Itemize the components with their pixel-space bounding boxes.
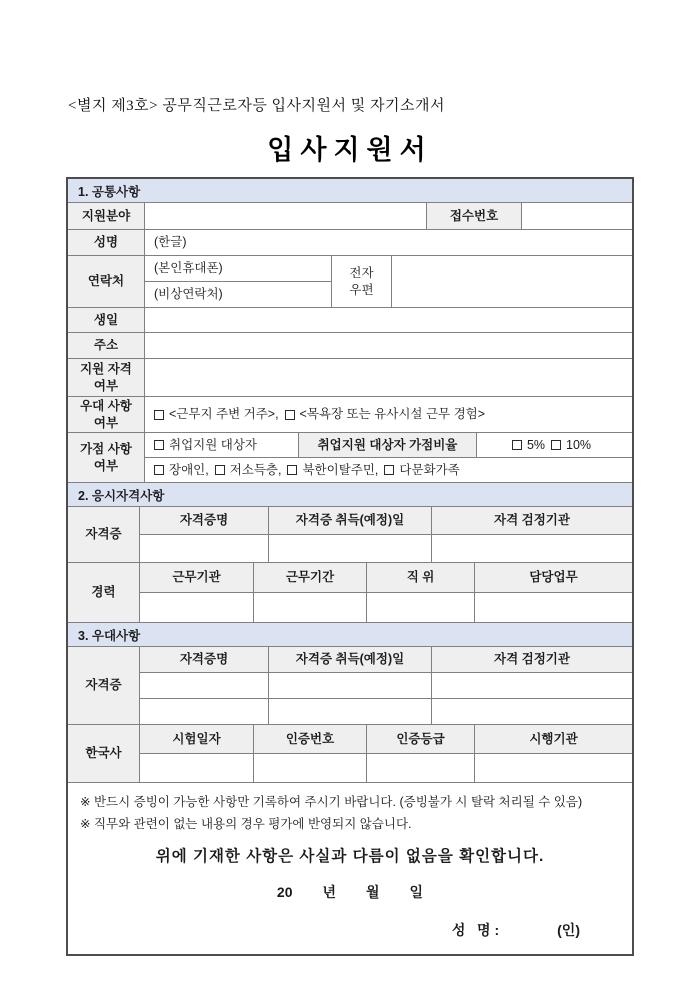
checkbox-icon[interactable]: [512, 440, 522, 450]
certificate-label: 자격증: [68, 507, 140, 562]
duty-input[interactable]: [475, 593, 632, 622]
cert-grade-input[interactable]: [367, 754, 475, 782]
cert-agency-header-s3: 자격 검정기관: [432, 647, 632, 672]
page-title: 입사지원서: [267, 135, 433, 165]
date-line: [78, 882, 622, 902]
email-input[interactable]: [392, 256, 632, 307]
checkbox-north-korean-defector[interactable]: 북한이탈주민,: [287, 462, 378, 478]
attachment-note: <별지 제3호> 공무직근로자등 입사지원서 및 자기소개서: [68, 98, 445, 114]
row-certificate-s2: [68, 507, 632, 563]
footer-block: [68, 783, 632, 954]
korean-history-label: 한국사: [68, 725, 140, 782]
cert-grade-header: 인증등급: [367, 725, 475, 753]
cert-name-input-s3-1[interactable]: [140, 673, 269, 698]
issuer-header: 시행기관: [475, 725, 632, 753]
signature-name-label: 성 명 :: [451, 922, 500, 938]
note-evidence: ※ 반드시 증빙이 가능한 사항만 기록하여 주시기 바랍니다. (증빙불가 시 탈락 처리될 수 있음): [80, 795, 583, 809]
bonus-label: 가점 사항 여부: [68, 433, 145, 482]
receipt-number-label: 접수번호: [427, 203, 522, 229]
seal-mark: (인): [557, 922, 580, 938]
eligibility-input[interactable]: [145, 359, 632, 396]
work-period-header: 근무기간: [254, 563, 367, 592]
issuer-input[interactable]: [475, 754, 632, 782]
note-relevance: ※ 직무와 관련이 없는 내용의 경우 평가에 반영되지 않습니다.: [80, 817, 412, 831]
application-form: [66, 177, 634, 956]
row-birth: [68, 308, 632, 333]
apply-field-label: 지원분야: [68, 203, 145, 229]
exam-date-header: 시험일자: [140, 725, 254, 753]
checkbox-icon[interactable]: [154, 440, 164, 450]
exam-date-input[interactable]: [140, 754, 254, 782]
row-bonus: [68, 433, 632, 483]
checkbox-bath-experience[interactable]: <목욕장 또는 유사시설 근무 경험>: [285, 406, 485, 422]
address-input[interactable]: [145, 333, 632, 358]
position-header: 직 위: [367, 563, 475, 592]
contact-label: 연락처: [68, 256, 145, 307]
checkbox-disabled[interactable]: 장애인,: [154, 462, 209, 478]
bonus-group-options: [145, 458, 632, 482]
certificate-label-s3: 자격증: [68, 647, 140, 724]
position-input[interactable]: [367, 593, 475, 622]
row-apply-field: [68, 203, 632, 230]
work-period-input[interactable]: [254, 593, 367, 622]
row-contact: [68, 256, 632, 308]
cert-date-input-s3-1[interactable]: [269, 673, 432, 698]
checkbox-icon[interactable]: [384, 465, 394, 475]
checkbox-icon[interactable]: [154, 465, 164, 475]
bonus-ratio-label: 취업지원 대상자 가점비율: [299, 433, 477, 457]
eligibility-label: 지원 자격 여부: [68, 359, 145, 396]
bonus-options: [145, 433, 632, 482]
checkbox-residence[interactable]: <근무지 주변 거주>,: [154, 406, 279, 422]
checkbox-icon[interactable]: [285, 410, 295, 420]
duty-header: 담당업무: [475, 563, 632, 592]
address-label: 주소: [68, 333, 145, 358]
name-input[interactable]: (한글): [145, 230, 632, 255]
checkbox-icon[interactable]: [551, 440, 561, 450]
birth-label: 생일: [68, 308, 145, 332]
checkbox-low-income[interactable]: 저소득층,: [215, 462, 282, 478]
preference-options: [145, 397, 632, 432]
section-3-header: 3. 우대사항: [68, 623, 632, 647]
row-korean-history: [68, 725, 632, 783]
checkbox-multicultural-family[interactable]: 다문화가족: [384, 462, 459, 478]
cert-number-input[interactable]: [254, 754, 367, 782]
cert-agency-input-s3-1[interactable]: [432, 673, 632, 698]
phone-input[interactable]: (본인휴대폰): [145, 256, 331, 281]
section-2-header: 2. 응시자격사항: [68, 483, 632, 507]
signature-line: [78, 920, 622, 940]
checkbox-icon[interactable]: [215, 465, 225, 475]
row-eligibility: [68, 359, 632, 397]
row-name: [68, 230, 632, 256]
cert-name-header-s3: 자격증명: [140, 647, 269, 672]
row-certificate-s3: [68, 647, 632, 725]
cert-name-header: 자격증명: [140, 507, 269, 534]
preference-label: 우대 사항 여부: [68, 397, 145, 432]
cert-name-input[interactable]: [140, 535, 269, 562]
cert-agency-header: 자격 검정기관: [432, 507, 632, 534]
workplace-header: 근무기관: [140, 563, 254, 592]
date-year-prefix: 20: [276, 884, 293, 900]
cert-date-header-s3: 자격증 취득(예정)일: [269, 647, 432, 672]
emergency-contact-input[interactable]: (비상연락처): [145, 282, 331, 307]
row-career: [68, 563, 632, 623]
birth-input[interactable]: [145, 308, 632, 332]
career-label: 경력: [68, 563, 140, 622]
contact-inputs: [145, 256, 332, 307]
date-month-unit: 월: [366, 884, 380, 900]
row-preference: [68, 397, 632, 433]
checkbox-icon[interactable]: [287, 465, 297, 475]
cert-agency-input-s3-2[interactable]: [432, 699, 632, 724]
date-day-unit: 일: [409, 884, 424, 900]
row-address: [68, 333, 632, 359]
receipt-number-input[interactable]: [522, 203, 632, 229]
checkbox-employment-support[interactable]: 취업지원 대상자: [145, 433, 299, 457]
bonus-ratio-options: [477, 433, 632, 457]
cert-agency-input[interactable]: [432, 535, 632, 562]
checkbox-icon[interactable]: [154, 410, 164, 420]
checkbox-ratio-5[interactable]: 5%: [512, 437, 545, 453]
checkbox-ratio-10[interactable]: 10%: [551, 437, 591, 453]
apply-field-input[interactable]: [145, 203, 427, 229]
cert-date-input-s3-2[interactable]: [269, 699, 432, 724]
cert-name-input-s3-2[interactable]: [140, 699, 269, 724]
workplace-input[interactable]: [140, 593, 254, 622]
name-label: 성명: [68, 230, 145, 255]
cert-date-input[interactable]: [269, 535, 432, 562]
section-1-header: 1. 공통사항: [68, 179, 632, 203]
cert-number-header: 인증번호: [254, 725, 367, 753]
date-year-unit: 년: [322, 884, 337, 900]
confirmation-statement: 위에 기재한 사항은 사실과 다름이 없음을 확인합니다.: [155, 848, 545, 865]
email-label: 전자 우편: [332, 256, 392, 307]
cert-date-header: 자격증 취득(예정)일: [269, 507, 432, 534]
